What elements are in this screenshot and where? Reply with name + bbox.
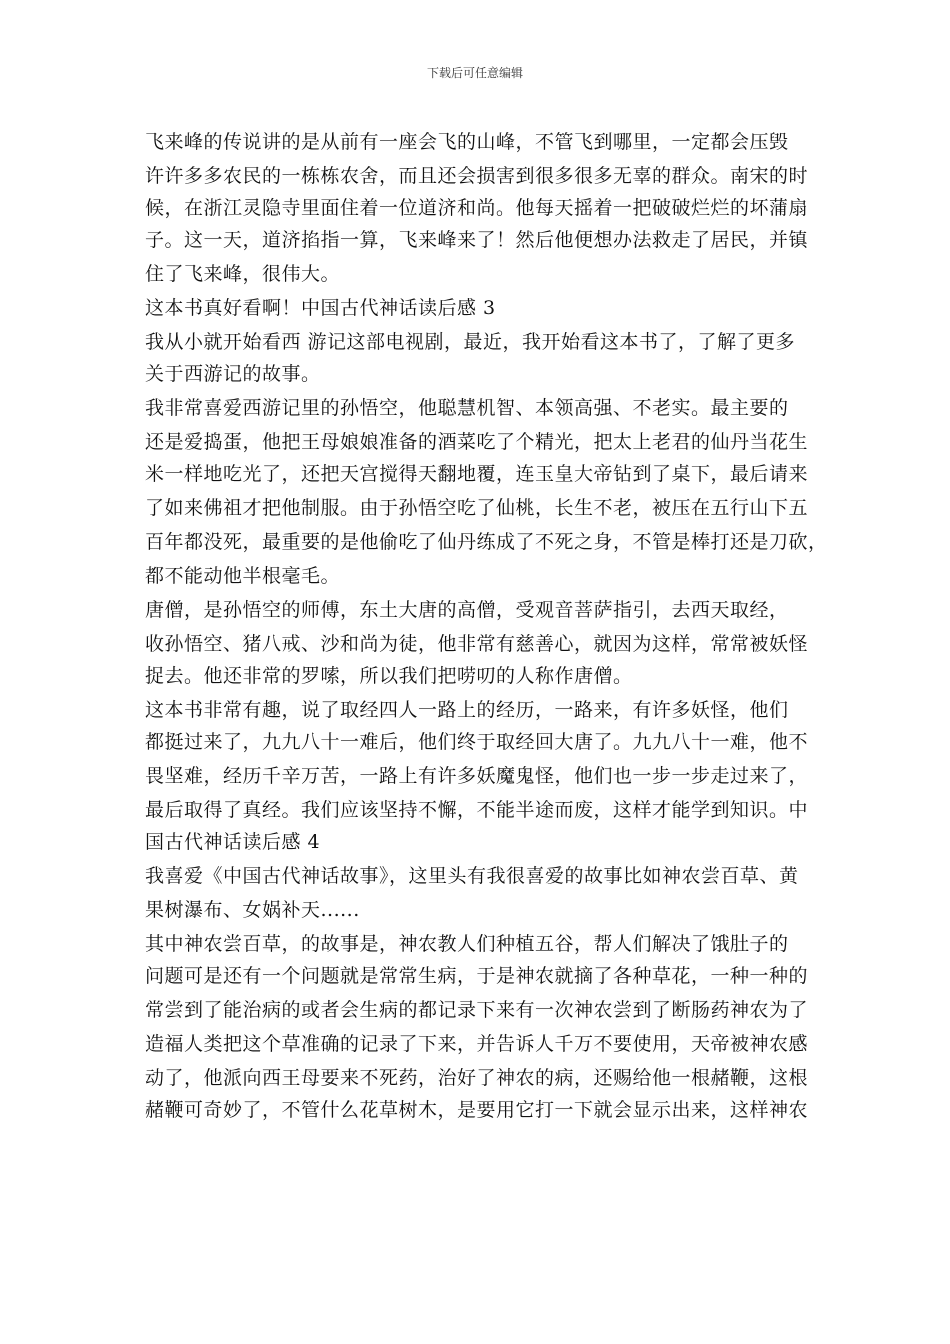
text-line: 常尝到了能治病的或者会生病的都记录下来有一次神农尝到了断肠药神农为了 xyxy=(145,999,809,1021)
text-line: 捉去。他还非常的罗嗦，所以我们把唠叨的人称作唐僧。 xyxy=(145,665,633,687)
text-line: 果树瀑布、女娲补天...... xyxy=(145,899,360,921)
text-line: 百年都没死，最重要的是他偷吃了仙丹练成了不死之身，不管是棒打还是刀砍， xyxy=(145,531,828,553)
text-line: 我从小就开始看西 游记这部电视剧，最近，我开始看这本书了，了解了更多 xyxy=(145,331,796,353)
text-line: 畏坚难，经历千辛万苦，一路上有许多妖魔鬼怪，他们也一步一步走过来了， xyxy=(145,765,809,787)
text-line: 赭鞭可奇妙了，不管什么花草树木，是要用它打一下就会显示出来，这样神农 xyxy=(145,1099,809,1121)
text-line: 许许多多农民的一栋栋农舍，而且还会损害到很多很多无辜的群众。南宋的时 xyxy=(145,165,809,187)
text-line: 飞来峰的传说讲的是从前有一座会飞的山峰，不管飞到哪里，一定都会压毁 xyxy=(145,131,789,153)
text-line: 都挺过来了，九九八十一难后，他们终于取经回大唐了。九九八十一难，他不 xyxy=(145,731,809,753)
text-line: 最后取得了真经。我们应该坚持不懈，不能半途而废，这样才能学到知识。中 xyxy=(145,799,809,821)
text-line: 子。这一天，道济掐指一算，飞来峰来了！然后他便想办法救走了居民，并镇 xyxy=(145,229,809,251)
text-line: 收孙悟空、猪八戒、沙和尚为徒，他非常有慈善心，就因为这样，常常被妖怪 xyxy=(145,633,809,655)
text-line: 问题可是还有一个问题就是常常生病，于是神农就摘了各种草花，一种一种的 xyxy=(145,965,809,987)
text-line: 唐僧，是孙悟空的师傅，东土大唐的高僧，受观音菩萨指引，去西天取经， xyxy=(145,599,789,621)
text-line: 造福人类把这个草准确的记录了下来，并告诉人千万不要使用，天帝被神农感 xyxy=(145,1033,809,1055)
text-line: 这本书非常有趣，说了取经四人一路上的经历，一路来，有许多妖怪，他们 xyxy=(145,699,789,721)
text-line: 了如来佛祖才把他制服。由于孙悟空吃了仙桃，长生不老，被压在五行山下五 xyxy=(145,497,809,519)
text-line: 我喜爱《中国古代神话故事》，这里头有我很喜爱的故事比如神农尝百草、黄 xyxy=(145,865,799,887)
text-line: 关于西游记的故事。 xyxy=(145,363,321,385)
text-line: 都不能动他半根毫毛。 xyxy=(145,565,341,587)
text-line: 还是爱捣蛋，他把王母娘娘准备的酒菜吃了个精光，把太上老君的仙丹当花生 xyxy=(145,431,809,453)
text-line: 米一样地吃光了，还把天宫搅得天翻地覆，连玉皇大帝钻到了桌下，最后请来 xyxy=(145,463,809,485)
text-line: 国古代神话读后感 4 xyxy=(145,831,321,853)
text-line: 这本书真好看啊！中国古代神话读后感 3 xyxy=(145,297,496,319)
text-line: 住了飞来峰，很伟大。 xyxy=(145,263,341,285)
text-line: 候，在浙江灵隐寺里面住着一位道济和尚。他每天摇着一把破破烂烂的坏蒲扇 xyxy=(145,197,809,219)
page-header: 下载后可任意编辑 xyxy=(426,66,523,80)
text-line: 我非常喜爱西游记里的孙悟空，他聪慧机智、本领高强、不老实。最主要的 xyxy=(145,397,789,419)
text-line: 动了，他派向西王母要来不死药，治好了神农的病，还赐给他一根赭鞭，这根 xyxy=(145,1067,809,1089)
text-line: 其中神农尝百草，的故事是，神农教人们种植五谷，帮人们解决了饿肚子的 xyxy=(145,933,789,955)
